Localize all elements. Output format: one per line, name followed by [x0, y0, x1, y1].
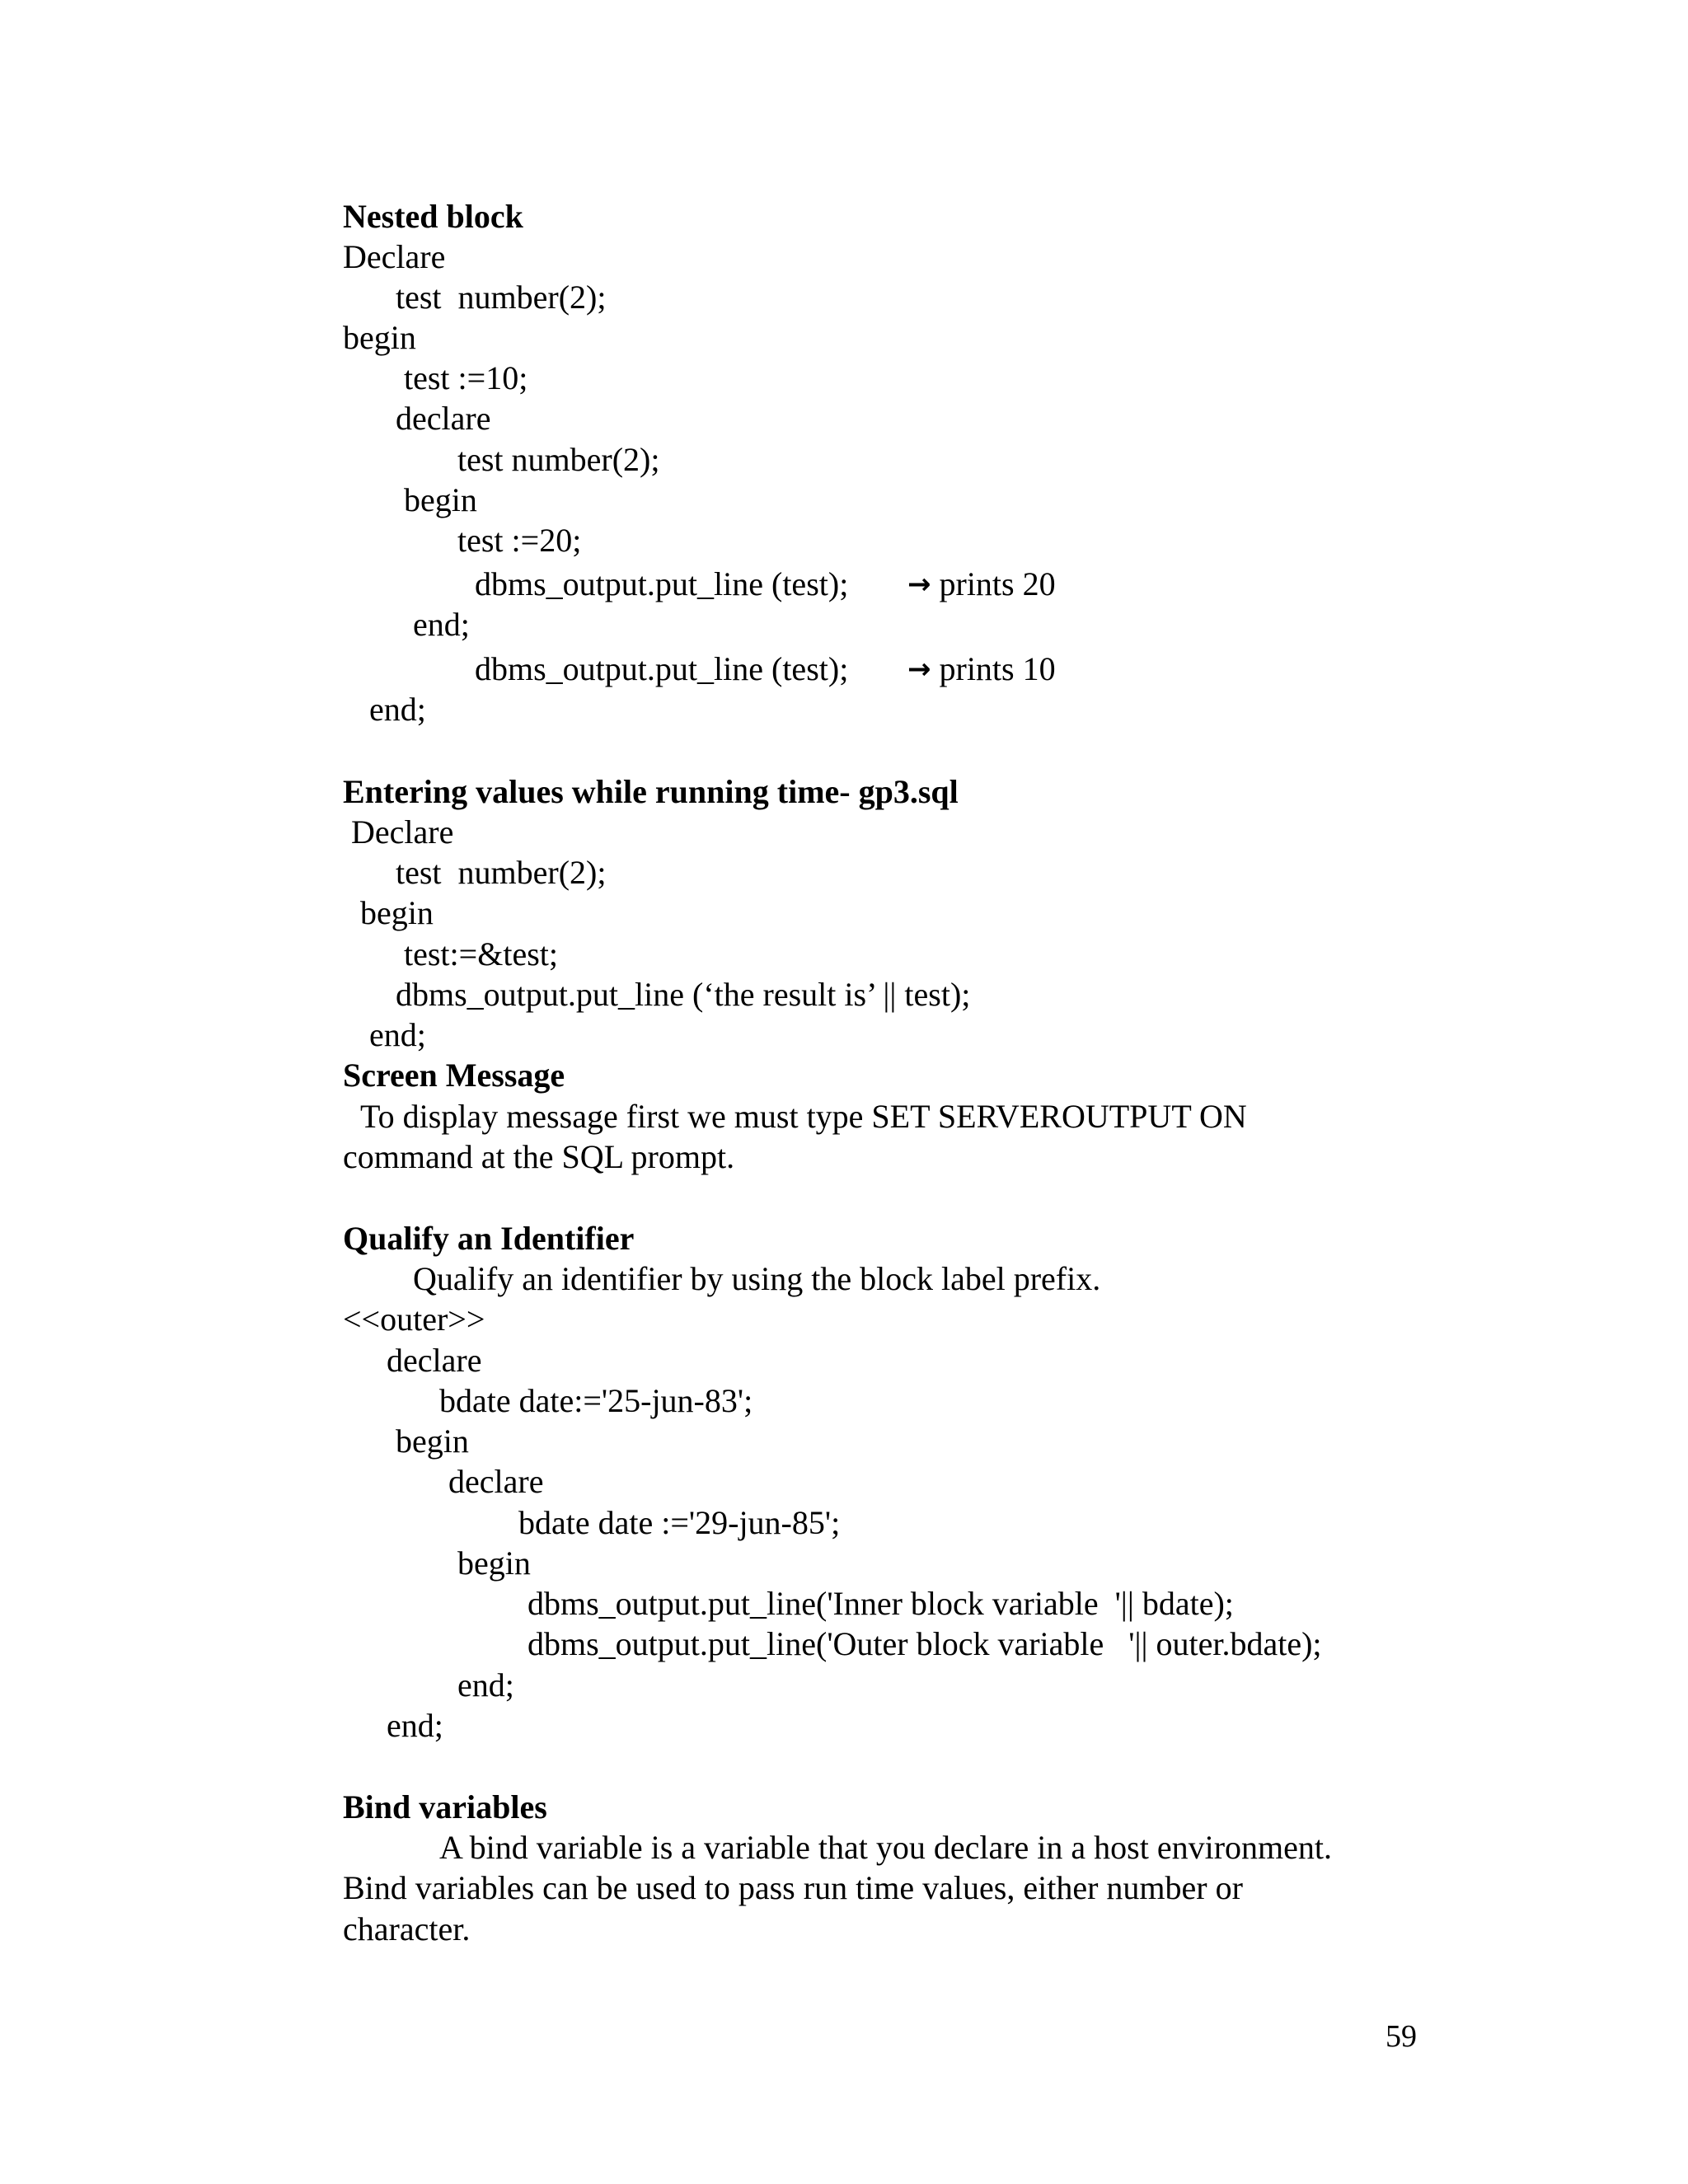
- right-arrow-icon: →: [907, 568, 931, 601]
- code-line: test number(2);: [396, 279, 607, 316]
- paragraph-line: Qualify an identifier by using the block label prefix.: [413, 1260, 1101, 1297]
- heading-screen-message: Screen Message: [343, 1057, 565, 1094]
- code-line: dbms_output.put_line (‘the result is’ || test);: [396, 976, 971, 1013]
- paragraph-line: command at the SQL prompt.: [343, 1138, 735, 1175]
- code-line: declare: [396, 400, 491, 437]
- code-line: test number(2);: [457, 441, 660, 478]
- heading-entering-values: Entering values while running time- gp3.sql: [343, 773, 959, 810]
- code-line: dbms_output.put_line (test);: [475, 650, 849, 687]
- code-line: begin: [404, 481, 477, 518]
- note-prints-20: prints 20: [939, 565, 1056, 602]
- code-line: Declare: [343, 238, 446, 275]
- code-line: begin: [360, 894, 434, 931]
- code-line: dbms_output.put_line('Inner block variable '|| bdate);: [528, 1585, 1234, 1622]
- code-line: test:=&test;: [404, 935, 558, 972]
- heading-qualify-identifier: Qualify an Identifier: [343, 1220, 635, 1257]
- paragraph-line: A bind variable is a variable that you declare in a host environment.: [439, 1829, 1332, 1866]
- heading-nested-block: Nested block: [343, 198, 523, 235]
- output-note: [907, 564, 1056, 605]
- code-line: end;: [457, 1666, 514, 1704]
- code-line: bdate date :='29-jun-85';: [518, 1504, 841, 1541]
- paragraph-line: To display message first we must type SET SERVEROUTPUT ON: [360, 1098, 1247, 1135]
- code-line: declare: [448, 1463, 544, 1500]
- code-line: Declare: [351, 813, 454, 851]
- code-line: begin: [396, 1422, 469, 1460]
- code-line: begin: [343, 319, 416, 356]
- code-line: test :=10;: [404, 359, 528, 396]
- page-number: 59: [1386, 2019, 1417, 2054]
- code-line: test :=20;: [457, 522, 582, 559]
- paragraph-line: Bind variables can be used to pass run time values, either number or: [343, 1869, 1243, 1906]
- paragraph-line: character.: [343, 1910, 471, 1947]
- code-line: end;: [369, 691, 426, 728]
- heading-bind-variables: Bind variables: [343, 1788, 547, 1825]
- code-line: <<outer>>: [343, 1301, 485, 1338]
- note-prints-10: prints 10: [939, 650, 1056, 687]
- code-line: begin: [457, 1544, 531, 1582]
- code-line: test number(2);: [396, 854, 607, 891]
- code-line: dbms_output.put_line('Outer block variable '|| outer.bdate);: [528, 1625, 1322, 1662]
- code-line: end;: [387, 1707, 443, 1744]
- right-arrow-icon: →: [907, 653, 931, 686]
- code-line: declare: [387, 1342, 482, 1379]
- code-line: bdate date:='25-jun-83';: [439, 1382, 753, 1419]
- code-line: end;: [369, 1016, 426, 1053]
- code-line: dbms_output.put_line (test);: [475, 565, 849, 602]
- code-line: end;: [413, 606, 470, 643]
- output-note: [907, 649, 1056, 690]
